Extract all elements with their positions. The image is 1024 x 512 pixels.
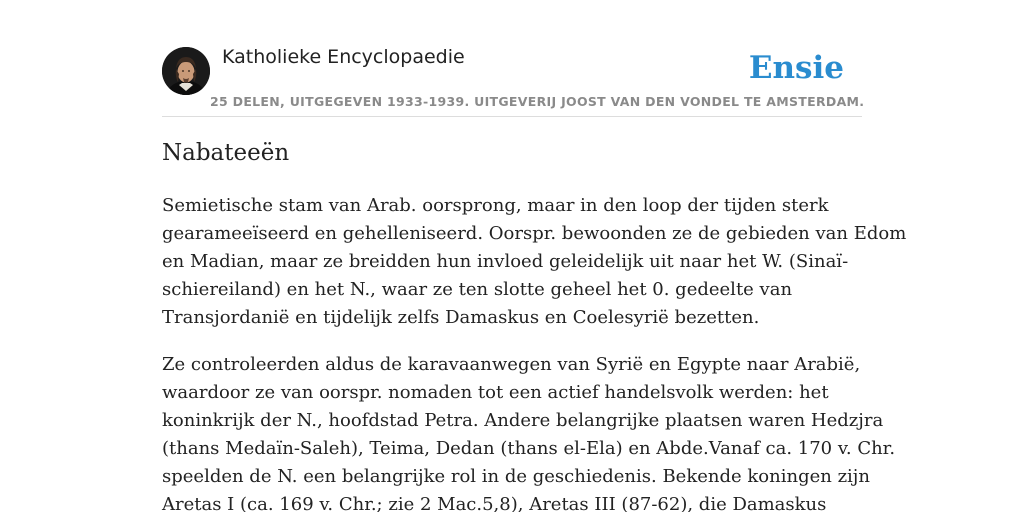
text-line: schiereiland) en het N., waar ze ten slotte geheel het 0. gedeelte van (162, 279, 793, 300)
article-title: Nabateeën (162, 140, 290, 166)
text-line: waardoor ze van oorspr. nomaden tot een actief handelsvolk werden: het (162, 382, 829, 403)
text-line: koninkrijk der N., hoofdstad Petra. Andere belangrijke plaatsen waren Hedzjra (162, 410, 884, 431)
site-title[interactable]: Katholieke Encyclopaedie (222, 46, 465, 68)
text-line: gearameeïseerd en gehelleniseerd. Oorspr. bewoonden ze de gebieden van Edom (162, 223, 907, 244)
article-paragraph (162, 351, 896, 512)
portrait-icon (162, 47, 210, 95)
ensie-logo-link[interactable]: Ensie (748, 50, 844, 86)
avatar[interactable] (162, 47, 210, 95)
article-body (162, 192, 907, 512)
text-line: (thans Medaïn-Saleh), Teima, Dedan (thans el-Ela) en Abde.Vanaf ca. 170 v. Chr. (162, 438, 896, 459)
site-subtitle: 25 DELEN, UITGEGEVEN 1933-1939. UITGEVERIJ JOOST VAN DEN VONDEL TE AMSTERDAM. (210, 94, 865, 109)
text-line: Aretas I (ca. 169 v. Chr.; zie 2 Mac.5,8), Aretas III (87-62), die Damaskus (162, 494, 827, 512)
text-line: Semietische stam van Arab. oorsprong, maar in den loop der tijden sterk (162, 195, 829, 216)
text-line: speelden de N. een belangrijke rol in de geschiedenis. Bekende koningen zijn (162, 466, 870, 487)
text-line: Transjordanië en tijdelijk zelfs Damaskus en Coelesyrië bezetten. (162, 307, 760, 328)
text-line: en Madian, maar ze breidden hun invloed geleidelijk uit naar het W. (Sinaï- (162, 251, 849, 272)
text-line: Ze controleerden aldus de karavaanwegen van Syrië en Egypte naar Arabië, (162, 354, 861, 375)
article-paragraph (162, 192, 907, 332)
site-header (162, 44, 865, 117)
